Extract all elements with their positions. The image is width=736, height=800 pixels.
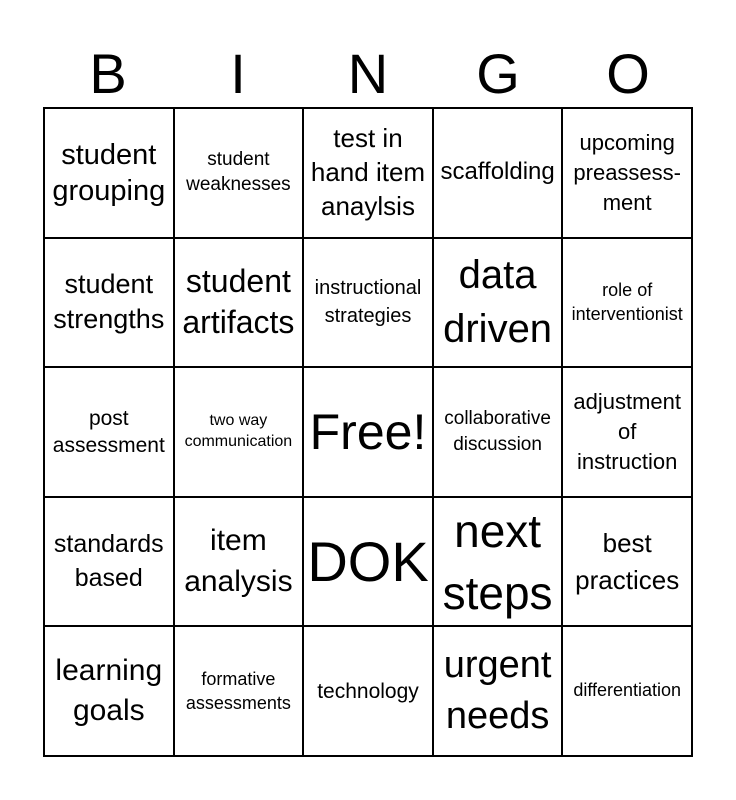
bingo-cell[interactable] bbox=[563, 498, 693, 628]
bingo-cell-text: post assessment bbox=[52, 406, 165, 457]
header-letter-o: O bbox=[606, 42, 650, 105]
bingo-cell[interactable] bbox=[175, 368, 305, 498]
bingo-cell-text: standards based bbox=[53, 529, 164, 592]
bingo-cell-text: item analysis bbox=[184, 524, 293, 598]
bingo-cell[interactable] bbox=[563, 627, 693, 757]
bingo-cell[interactable] bbox=[434, 627, 564, 757]
bingo-cell-text: next steps bbox=[442, 504, 553, 619]
bingo-cell-text: technology bbox=[317, 679, 419, 703]
bingo-cell[interactable] bbox=[434, 498, 564, 628]
bingo-cell[interactable] bbox=[304, 627, 434, 757]
bingo-cell[interactable] bbox=[175, 498, 305, 628]
bingo-cell[interactable] bbox=[175, 239, 305, 369]
bingo-cell[interactable] bbox=[563, 368, 693, 498]
bingo-cell[interactable] bbox=[563, 109, 693, 239]
bingo-cell[interactable] bbox=[45, 239, 175, 369]
bingo-cell[interactable] bbox=[304, 498, 434, 628]
bingo-cell[interactable] bbox=[304, 368, 434, 498]
bingo-cell[interactable] bbox=[434, 109, 564, 239]
bingo-cell-text: two way communication bbox=[184, 412, 293, 450]
bingo-cell[interactable] bbox=[563, 239, 693, 369]
bingo-cell-text: student grouping bbox=[52, 138, 166, 207]
bingo-cell-text: student weaknesses bbox=[186, 149, 291, 195]
bingo-cell-text: role of interventionist bbox=[571, 280, 683, 325]
bingo-card bbox=[43, 107, 693, 757]
bingo-cell-text: adjustment of instruction bbox=[573, 389, 681, 474]
bingo-cell[interactable] bbox=[304, 239, 434, 369]
bingo-cell-text: DOK bbox=[307, 530, 429, 593]
bingo-cell[interactable] bbox=[45, 498, 175, 628]
bingo-cell-text: urgent needs bbox=[443, 643, 552, 738]
bingo-cell[interactable] bbox=[304, 109, 434, 239]
bingo-cell-text: best practices bbox=[575, 528, 680, 595]
bingo-cell-text: upcoming preassess- ment bbox=[573, 130, 681, 215]
bingo-cell-text: collaborative discussion bbox=[444, 408, 551, 455]
header-letter-n: N bbox=[347, 42, 389, 105]
bingo-cell[interactable] bbox=[434, 368, 564, 498]
bingo-cell[interactable] bbox=[45, 627, 175, 757]
bingo-cell[interactable] bbox=[175, 627, 305, 757]
bingo-cell-text: instructional strategies bbox=[314, 277, 422, 328]
bingo-cell-text: formative assessments bbox=[185, 668, 291, 714]
header-letter-b: B bbox=[89, 42, 127, 105]
bingo-cell[interactable] bbox=[175, 109, 305, 239]
bingo-cell-text: scaffolding bbox=[440, 158, 555, 186]
header-letter-i: I bbox=[230, 42, 246, 105]
bingo-cell-text: learning goals bbox=[55, 653, 163, 728]
bingo-cell-text: differentiation bbox=[573, 680, 682, 701]
bingo-cell-text: student strengths bbox=[53, 269, 165, 335]
bingo-cell-text: test in hand item anaylsis bbox=[310, 123, 426, 221]
bingo-cell[interactable] bbox=[45, 109, 175, 239]
bingo-cell-text: data driven bbox=[443, 253, 553, 352]
bingo-cell-text: Free! bbox=[309, 403, 427, 460]
header-letter-g: G bbox=[476, 42, 520, 105]
bingo-cell-text: student artifacts bbox=[182, 262, 295, 341]
bingo-cell[interactable] bbox=[45, 368, 175, 498]
bingo-cell[interactable] bbox=[434, 239, 564, 369]
bingo-header bbox=[43, 40, 693, 108]
